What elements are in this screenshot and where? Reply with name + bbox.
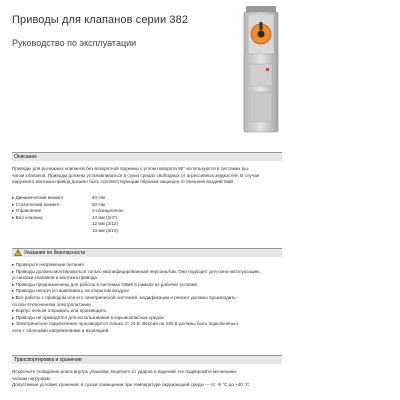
spec-label: ▸ Управление [12, 208, 42, 214]
page-subtitle: Руководство по эксплуатации [12, 38, 137, 48]
spec-label [12, 221, 92, 228]
specs-list [12, 195, 282, 235]
safety-list [12, 262, 282, 335]
spec-label [12, 228, 92, 235]
spec-value: 10 мм (3/10) [92, 227, 118, 233]
description-heading: Описание [12, 152, 282, 161]
page-title: Приводы для клапанов серии 382 [12, 14, 189, 26]
safety-item: ▸ Электрическое подключение производится только от 24 В. Версии на 230 В должны быть подключены к [12, 321, 239, 327]
description-line: чагом клапанов. Приводы должны устанавливаться в сухих средах свободных от агрессивных жидкостей. В случае [12, 172, 260, 178]
spec-label: ▸ Вал клапана [12, 214, 43, 220]
safety-item: ▸ Корпус нельзя открывать или производить [12, 308, 107, 314]
safety-item: ▸ Приводы предназначены для работы в системах ОВиК в рамках их рабочих условий [12, 281, 197, 287]
transport-line: Исключите попадание влаги внутрь упаковки. Берегите от ударов и падений. Не подвергайте ме-механи- [12, 369, 238, 374]
safety-item: установки клапанов и монтажа привода [12, 275, 97, 281]
safety-item: ▸ Приводы не приводятся для использования в взрывоопасных средах [12, 314, 164, 320]
spec-label: ▸ Статический момент [12, 201, 60, 207]
spec-value: 2-позиционное [92, 208, 124, 214]
spec-row [12, 221, 282, 228]
actuator-photo [236, 4, 284, 139]
spec-row [12, 215, 282, 222]
warning-icon [14, 249, 22, 256]
safety-item: ▸ Приводы нельзя устанавливать на открытом воздухе [12, 288, 129, 294]
spec-row [12, 195, 282, 202]
safety-item: ся при отключенном электропитании [12, 301, 91, 307]
spec-value: 14 мм (3/4") [92, 214, 118, 220]
safety-item: ▸ Проверьте напряжение питания [12, 262, 84, 267]
spec-value: 12 мм (3/12) [92, 221, 118, 227]
transport-text [12, 369, 282, 389]
safety-heading-label: Указания по безопасности [24, 250, 86, 256]
spec-row [12, 208, 282, 215]
transport-line: Допустимые условия хранения: в сухом помещении при температуре окружающей среды — от -5 °C до +40 °C [12, 382, 250, 388]
transport-line: ческим нагрузкам [12, 375, 50, 381]
safety-item: ▸ Приводы должны монтироваться только квалифицированным персоналом. Они подходят для сина-эксплуатацию, [12, 268, 261, 274]
safety-item: сети с опасными напряжениями и изоляцией [12, 327, 109, 333]
safety-item: ▸ Все работы с приводом или его электрической системой, модификации и ремонт должны производить- [12, 294, 238, 300]
spec-value: 50 Нм [92, 201, 105, 207]
safety-heading [12, 248, 282, 257]
transport-heading: Транспортировка и хранение [12, 355, 282, 364]
spec-row [12, 202, 282, 209]
description-text [12, 166, 282, 186]
spec-value: 40 Нм [92, 195, 105, 200]
description-line: наружного монтажа привод должен быть соответствующим образом защищен от внешних воздействий [12, 179, 234, 185]
spec-row [12, 228, 282, 235]
spec-label: ▸ Динамический момент [12, 195, 64, 200]
description-line: Приводы для рычажных клапанов без возвратной пружины с углом поворота 90° используются в системах ры- [12, 166, 250, 171]
